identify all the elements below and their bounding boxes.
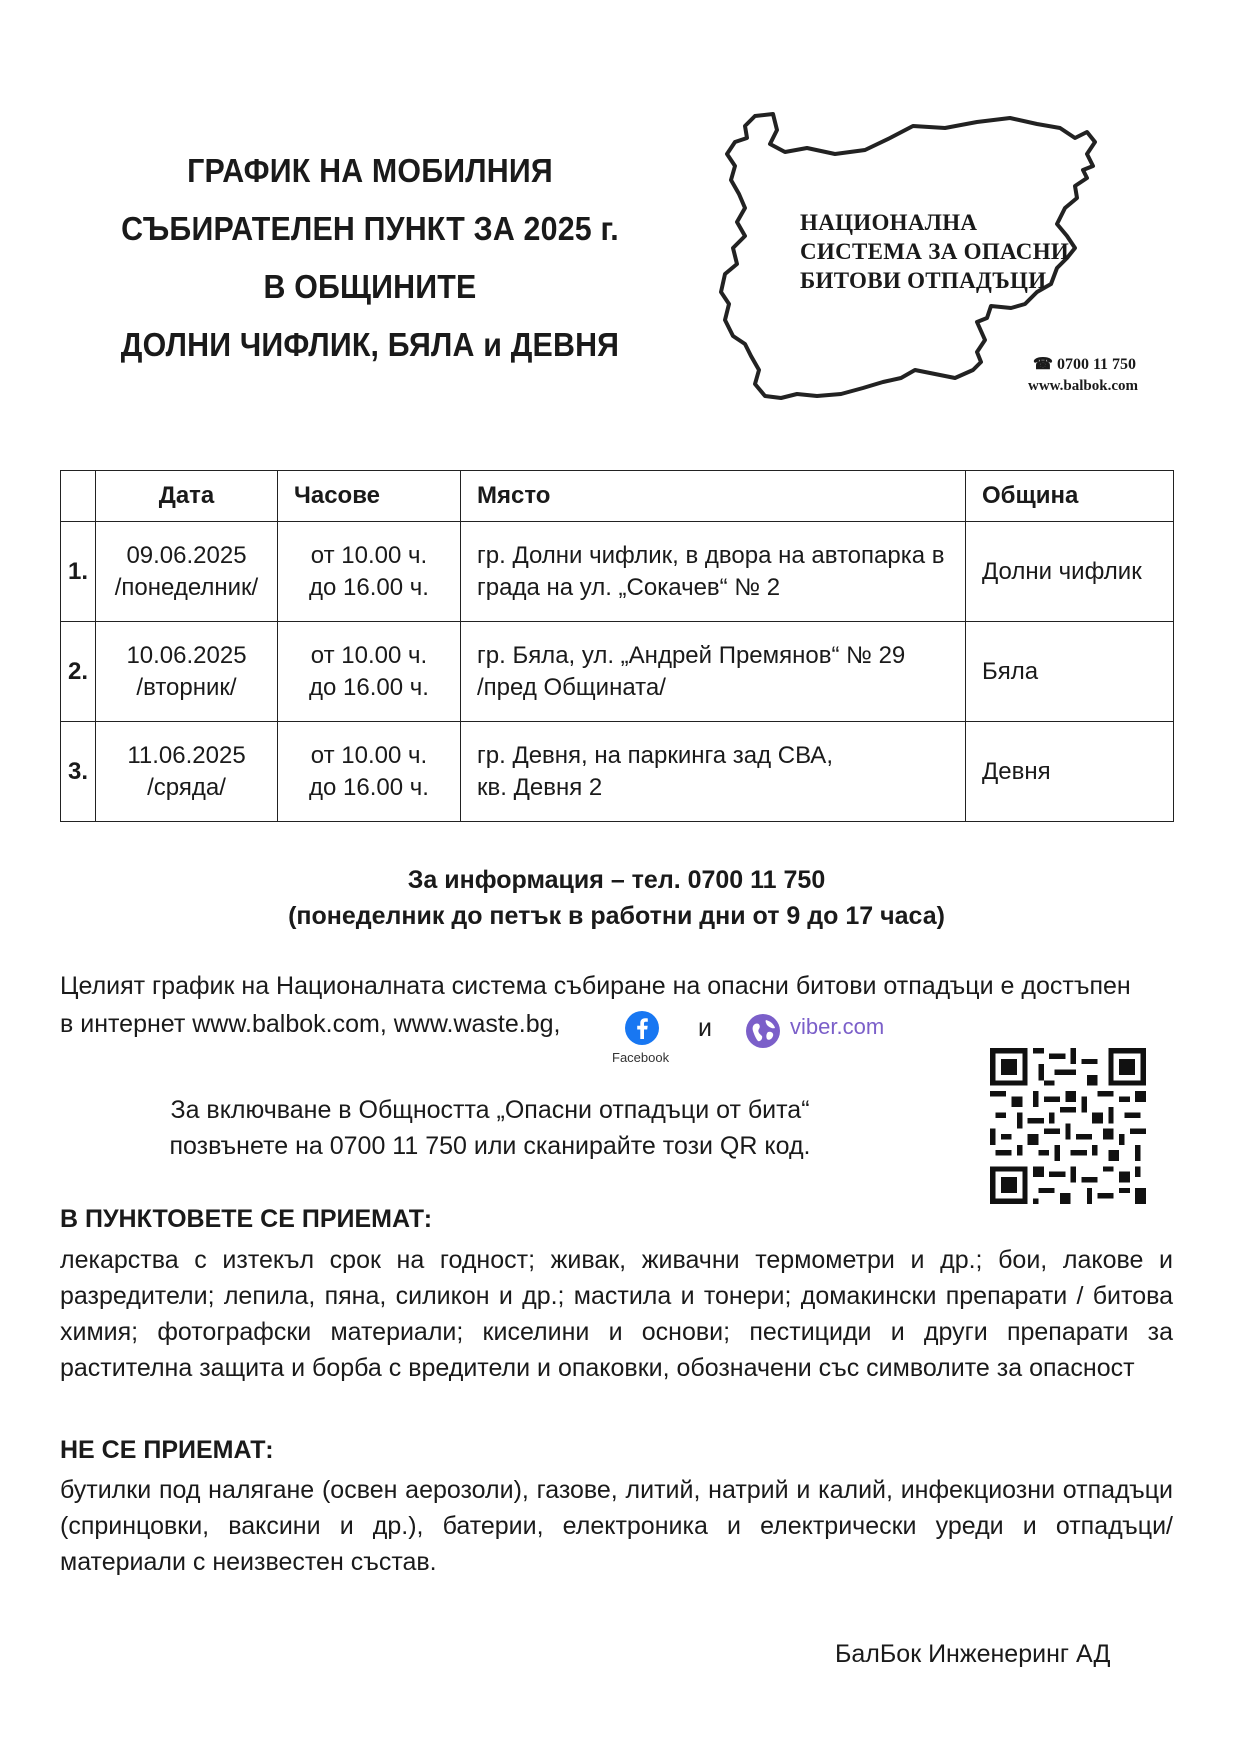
- logo-phone: [1033, 354, 1136, 374]
- row-time: [278, 722, 461, 822]
- info-phone: За информация – тел. 0700 11 750: [407, 866, 826, 894]
- rejected-heading: НЕ СЕ ПРИЕМАТ:: [60, 1436, 274, 1464]
- header-num: [61, 471, 96, 522]
- rejected-text: бутилки под налягане (освен аерозоли), газове, литий, натрий и калий, инфекциозни отпадъци (спринцовки, ваксини и др.), батерии, електроника и електрически уреди и отпадъци/материали с неизвестен състав.: [60, 1476, 1173, 1576]
- logo-line-3: БИТОВИ ОТПАДЪЦИ: [800, 268, 1047, 293]
- place-line-1: гр. Долни чифлик, в двора на автопарка в: [477, 541, 945, 569]
- header-date: Дата: [96, 471, 278, 522]
- date-value: 10.06.2025: [126, 641, 247, 669]
- row-date: [96, 722, 278, 822]
- date-value: 09.06.2025: [126, 541, 247, 569]
- logo-line-2: СИСТЕМА ЗА ОПАСНИ: [800, 239, 1070, 264]
- community-block: [140, 1092, 840, 1164]
- row-num: 1.: [61, 522, 96, 622]
- weekday-value: /вторник/: [136, 673, 237, 701]
- logo-line-1: НАЦИОНАЛНА: [800, 210, 978, 235]
- place-line-2: града на ул. „Сокачев“ № 2: [477, 573, 781, 601]
- schedule-table: [60, 470, 1174, 822]
- viber-link[interactable]: viber.com: [790, 1014, 885, 1039]
- logo-phone-number: 0700 11 750: [1056, 356, 1137, 373]
- row-municipality: Бяла: [966, 622, 1174, 722]
- time-from: от 10.00 ч.: [310, 641, 428, 669]
- place-line-2: кв. Девня 2: [477, 773, 603, 801]
- row-date: [96, 622, 278, 722]
- logo-text: [800, 208, 1069, 295]
- signature: БалБок Инженеринг АД: [835, 1640, 1111, 1668]
- place-line-1: гр. Бяла, ул. „Андрей Премянов“ № 29: [477, 641, 906, 669]
- row-place: [461, 622, 966, 722]
- time-from: от 10.00 ч.: [310, 541, 428, 569]
- phone-icon: ☎: [1033, 356, 1057, 373]
- table-row: [61, 522, 1174, 622]
- row-date: [96, 522, 278, 622]
- table-header-row: [61, 471, 1174, 522]
- header-municipality: Община: [966, 471, 1174, 522]
- accepted-heading: В ПУНКТОВЕТЕ СЕ ПРИЕМАТ:: [60, 1205, 433, 1233]
- viber-globe-icon[interactable]: [744, 1012, 782, 1050]
- community-line-1: За включване в Общността „Опасни отпадъци от бита“: [170, 1096, 810, 1124]
- community-line-2: позвънете на 0700 11 750 или сканирайте този QR код.: [169, 1132, 811, 1160]
- row-time: [278, 622, 461, 722]
- title-line-2: СЪБИРАТЕЛЕН ПУНКТ ЗА 2025 г.: [121, 210, 619, 247]
- title-line-4: ДОЛНИ ЧИФЛИК, БЯЛА и ДЕВНЯ: [120, 326, 620, 363]
- page-title: [85, 142, 655, 374]
- title-line-1: ГРАФИК НА МОБИЛНИЯ: [187, 152, 553, 189]
- row-place: [461, 522, 966, 622]
- place-line-1: гр. Девня, на паркинга зад СВА,: [477, 741, 833, 769]
- facebook-icon[interactable]: [624, 1010, 660, 1046]
- logo-website: www.balbok.com: [1028, 378, 1139, 394]
- accepted-text: лекарства с изтекъл срок на годност; живак, живачни термометри и др.; бои, лакове и разредители; лепила, пяна, силикон и др.; мастила и тонери; домакински препарати / битова химия; фотографски материали; киселини и основи; пестициди и други препарати за растителна защита и борба с вредители и опаковки, обозначени със символите за опасност: [60, 1246, 1173, 1382]
- header-time: Часове: [278, 471, 461, 522]
- time-to: до 16.00 ч.: [309, 773, 429, 801]
- title-line-3: В ОБЩИНИТЕ: [263, 268, 477, 305]
- info-hours: (понеделник до петък в работни дни от 9 до 17 часа): [288, 902, 945, 930]
- date-value: 11.06.2025: [127, 741, 246, 769]
- row-municipality: Долни чифлик: [966, 522, 1174, 622]
- info-block: [60, 862, 1173, 934]
- and-text: и: [698, 1014, 712, 1042]
- weekday-value: /сряда/: [147, 773, 226, 801]
- row-num: 3.: [61, 722, 96, 822]
- weekday-value: /понеделник/: [114, 573, 259, 601]
- row-municipality: Девня: [966, 722, 1174, 822]
- place-line-2: /пред Общината/: [477, 673, 666, 701]
- time-to: до 16.00 ч.: [309, 673, 429, 701]
- balbok-logo: [715, 108, 1175, 408]
- table-row: [61, 622, 1174, 722]
- row-num: 2.: [61, 622, 96, 722]
- row-time: [278, 522, 461, 622]
- row-place: [461, 722, 966, 822]
- time-from: от 10.00 ч.: [310, 741, 428, 769]
- table-row: [61, 722, 1174, 822]
- qr-code[interactable]: [990, 1048, 1146, 1204]
- time-to: до 16.00 ч.: [309, 573, 429, 601]
- online-line-1: Целият график на Националната система събиране на опасни битови отпадъци е достъпен: [60, 972, 1131, 1000]
- online-line-2: в интернет www.balbok.com, www.waste.bg,: [60, 1010, 561, 1038]
- header-place: Място: [461, 471, 966, 522]
- facebook-label: Facebook: [612, 1050, 670, 1065]
